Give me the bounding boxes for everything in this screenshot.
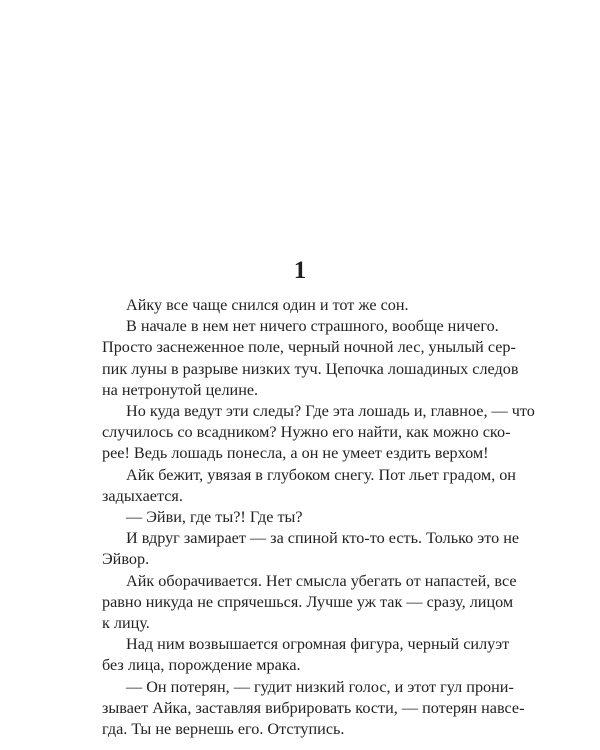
paragraph-8 [102,634,510,676]
text-line: Но куда ведут эти следы? Где эта лошадь и, главное, — что [126,402,535,421]
text-line: Просто заснеженное поле, черный ночной лес, унылый сер- [102,338,516,357]
paragraph-6 [102,528,520,570]
text-line: зывает Айка, заставляя вибрировать кости, — потерян навсе- [102,698,525,717]
paragraph-9 [102,677,525,741]
paragraph-1 [102,295,494,316]
text-line: рее! Ведь лошадь понесла, а он не умеет ездить верхом! [102,444,489,463]
text-line: равно никуда не спрячешься. Лучше уж так — сразу, лицом [102,592,514,611]
text-line: Эйвор. [102,550,150,569]
text-line: Айку все чаще снился один и тот же сон. [126,296,409,314]
text-line: на нетронутой целине. [102,380,259,399]
paragraph-2 [102,316,519,401]
text-line: — Эйви, где ты?! Где ты? [126,508,303,527]
text-line: пик луны в разрыве низких туч. Цепочка лошадиных следов [102,359,519,378]
text-line: к лицу. [102,614,150,633]
paragraph-3 [102,401,535,465]
paragraph-7 [102,571,517,635]
text-line: задыхается. [102,486,183,505]
chapter-number: 1 [293,257,307,284]
text-line: — Он потерян, — гудит низкий голос, и этот гул прони- [126,677,514,696]
text-line: Айк оборачивается. Нет смысла убегать от напастей, все [126,571,517,590]
text-line: гда. Ты не вернешь его. Отступись. [102,720,345,739]
paragraph-5 [102,507,494,528]
text-line: В начале в нем нет ничего страшного, вообще ничего. [126,317,499,336]
text-line: Айк бежит, увязая в глубоком снегу. Пот льет градом, он [126,465,516,484]
text-line: Над ним возвышается огромная фигура, черный силуэт [126,635,510,654]
body-text [102,295,535,740]
paragraph-4 [102,465,516,507]
text-line: И вдруг замирает — за спиной кто-то есть. Только это не [126,529,520,548]
text-line: случилось со всадником? Нужно его найти, как можно ско- [102,423,511,442]
text-line: без лица, порождение мрака. [102,656,301,675]
